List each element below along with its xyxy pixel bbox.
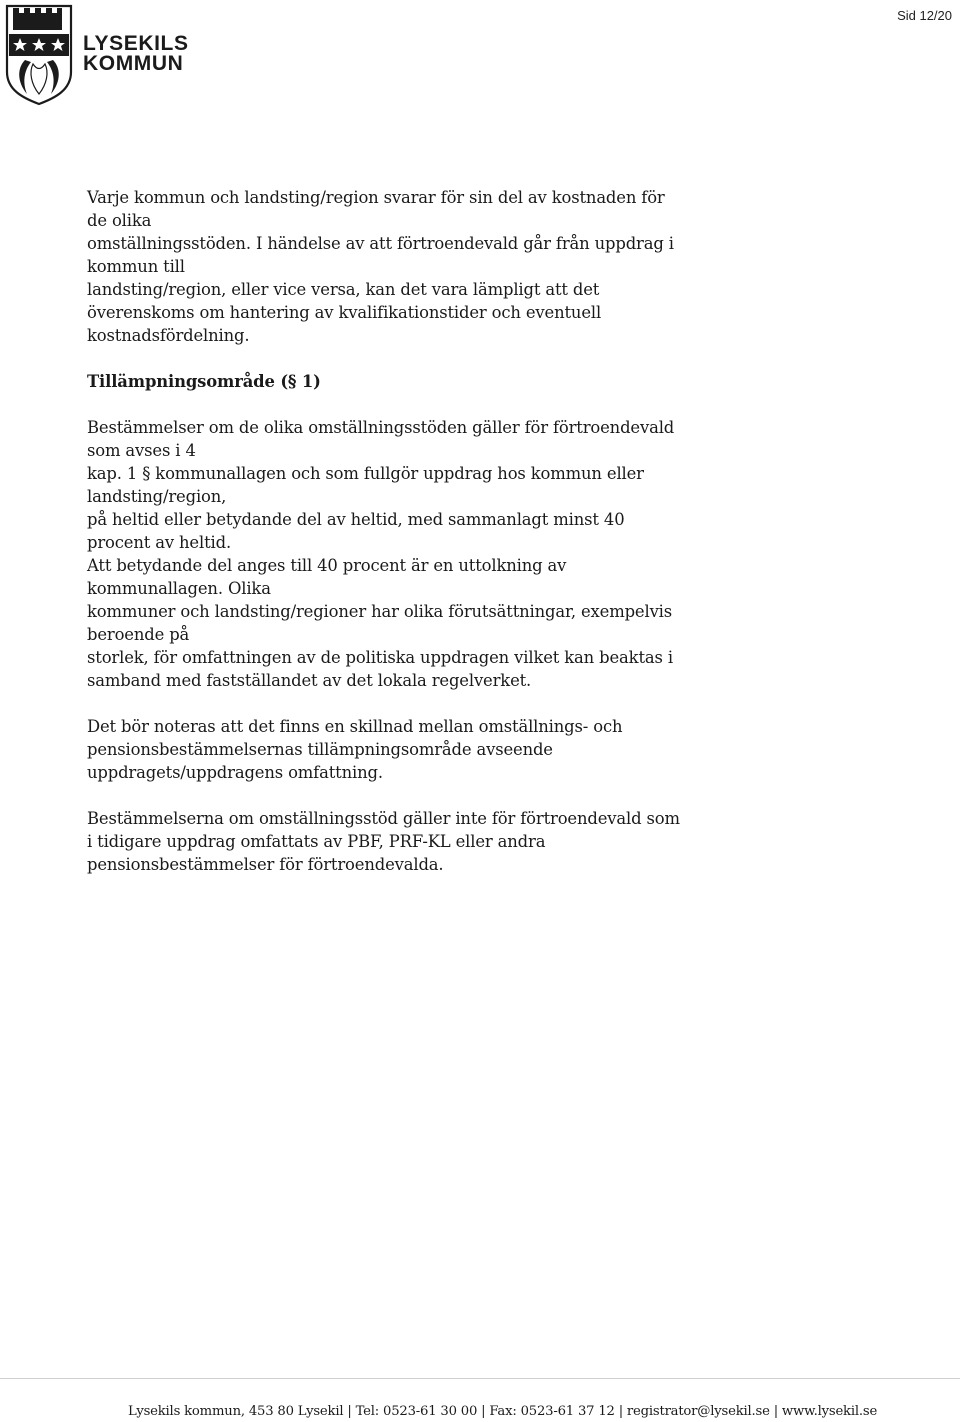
text-line: Det bör noteras att det finns en skillnad mellan omställnings- och [87, 717, 623, 736]
text-line: procent av heltid. [87, 533, 231, 552]
text-line: Bestämmelser om de olika omställningsstöden gäller för förtroendevald [87, 418, 675, 437]
text-line: kap. 1 § kommunallagen och som fullgör uppdrag hos kommun eller [87, 464, 644, 483]
logo-text-line2: KOMMUN [83, 52, 184, 75]
text-line: storlek, för omfattningen av de politiska uppdragen vilket kan beaktas i [87, 648, 673, 667]
paragraph-scope [87, 416, 747, 692]
text-line: kommun till [87, 257, 185, 276]
page-number: Sid 12/20 [897, 8, 952, 23]
text-line: som avses i 4 [87, 441, 196, 460]
text-line: kommunallagen. Olika [87, 579, 271, 598]
text-line: pensionsbestämmelsernas tillämpningsområde avseende [87, 740, 553, 759]
text-line: landsting/region, eller vice versa, kan det vara lämpligt att det [87, 280, 600, 299]
text-line: i tidigare uppdrag omfattats av PBF, PRF-KL eller andra [87, 832, 546, 851]
text-line: på heltid eller betydande del av heltid, med sammanlagt minst 40 [87, 510, 625, 529]
text-line: landsting/region, [87, 487, 227, 506]
lysekils-kommun-logo [3, 2, 193, 106]
text-line: de olika [87, 211, 152, 230]
text-line: pensionsbestämmelser för förtroendevalda. [87, 855, 444, 874]
logo-text-line1: LYSEKILS [83, 32, 189, 55]
coat-of-arms-icon [7, 6, 71, 104]
paragraph-cost-sharing [87, 186, 747, 347]
text-line: samband med fastställandet av det lokala regelverket. [87, 671, 532, 690]
text-line: uppdragets/uppdragens omfattning. [87, 763, 383, 782]
section-heading: Tillämpningsområde (§ 1) [87, 372, 321, 391]
document-body [87, 186, 747, 876]
paragraph-pension-difference [87, 715, 747, 784]
footer-contact-info: Lysekils kommun, 453 80 Lysekil | Tel: 0523-61 30 00 | Fax: 0523-61 37 12 | registrator@lysekil.se | www.lysekil.se [128, 1404, 878, 1419]
text-line: Bestämmelserna om omställningsstöd gäller inte för förtroendevald som [87, 809, 680, 828]
text-line: omställningsstöden. I händelse av att förtroendevald går från uppdrag i [87, 234, 674, 253]
text-line: beroende på [87, 625, 190, 644]
footer-divider [0, 1378, 960, 1379]
text-line: kommuner och landsting/regioner har olika förutsättningar, exempelvis [87, 602, 673, 621]
text-line: överenskoms om hantering av kvalifikationstider och eventuell [87, 303, 602, 322]
text-line: Att betydande del anges till 40 procent är en uttolkning av [87, 556, 567, 575]
text-line: kostnadsfördelning. [87, 326, 250, 345]
text-line: Varje kommun och landsting/region svarar för sin del av kostnaden för [87, 188, 665, 207]
paragraph-exclusions [87, 807, 747, 876]
